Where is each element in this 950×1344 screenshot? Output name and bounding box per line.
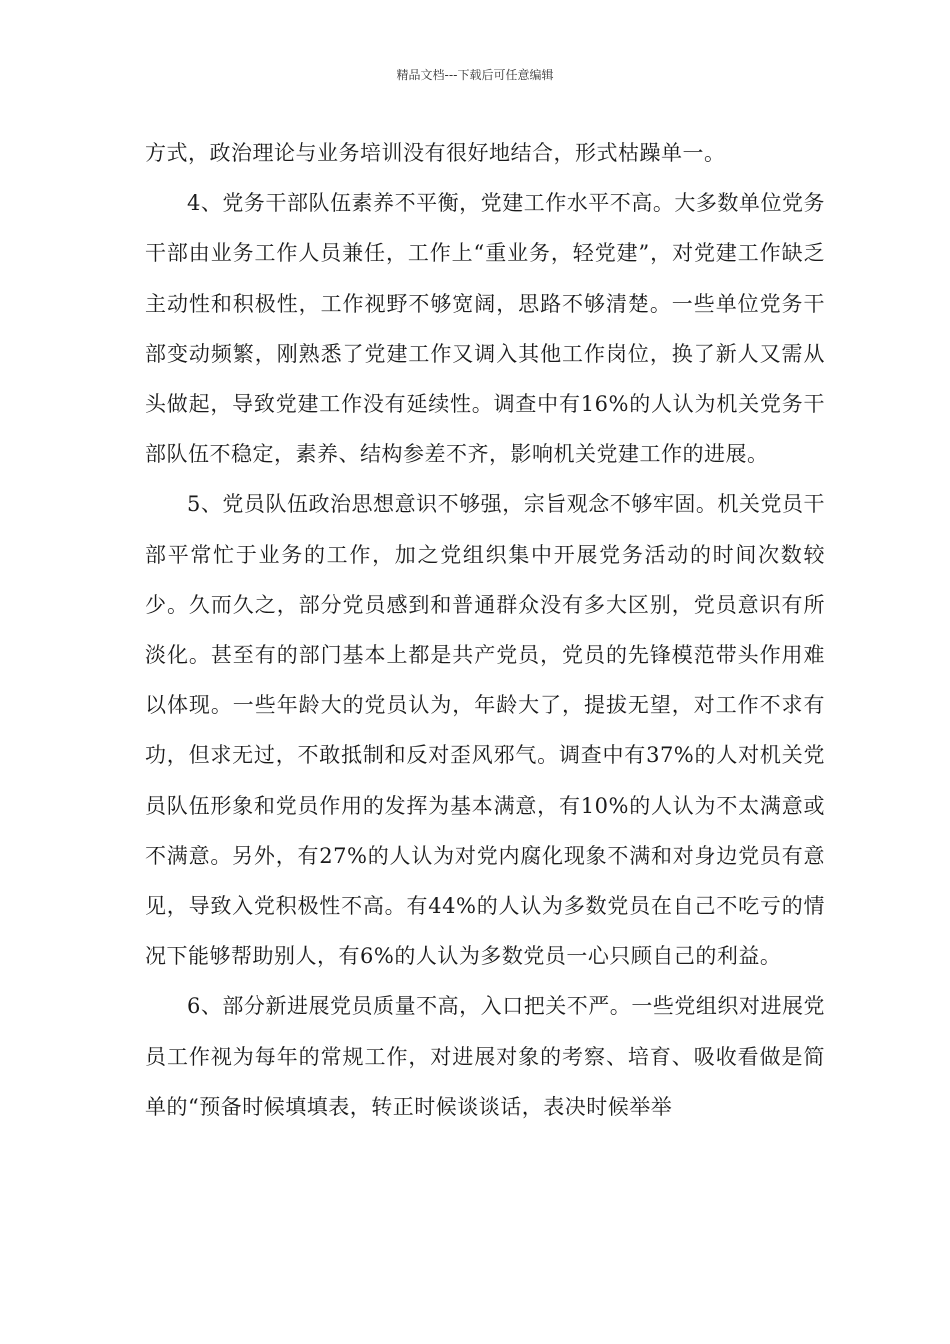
paragraph-item-5: 5、党员队伍政治思想意识不够强，宗旨观念不够牢固。机关党员干部平常忙于业务的工作，加之党组织集中开展党务活动的时间次数较少。久而久之，部分党员感到和普通群众没有多大区别，党员意识有所淡化。甚至有的部门基本上都是共产党员，党员的先锋模范带头作用难以体现。一些年龄大的党员认为，年龄大了，提拔无望，对工作不求有功，但求无过，不敢抵制和反对歪风邪气。调查中有37%的人对机关党员队伍形象和党员作用的发挥为基本满意，有10%的人认为不太满意或不满意。另外，有27%的人认为对党内腐化现象不满和对身边党员有意见，导致入党积极性不高。有44%的人认为多数党员在自己不吃亏的情况下能够帮助别人，有6%的人认为多数党员一心只顾自己的利益。 (145, 492, 825, 969)
paragraph-continuation: 方式，政治理论与业务培训没有很好地结合，形式枯躁单一。 (145, 141, 726, 165)
paragraph-item-4: 4、党务干部队伍素养不平衡，党建工作水平不高。大多数单位党务干部由业务工作人员兼任，工作上“重业务，轻党建”，对党建工作缺乏主动性和积极性，工作视野不够宽阔，思路不够清楚。一些单位党务干部变动频繁，刚熟悉了党建工作又调入其他工作岗位，换了新人又需从头做起，导致党建工作没有延续性。调查中有16%的人认为机关党务干部队伍不稳定，素养、结构参差不齐，影响机关党建工作的进展。 (145, 191, 825, 467)
document-body (145, 128, 825, 1132)
page-header: 精品文档---下载后可任意编辑 (396, 68, 554, 82)
paragraph-item-6: 6、部分新进展党员质量不高，入口把关不严。一些党组织对进展党员工作视为每年的常规工作，对进展对象的考察、培育、吸收看做是简单的“预备时候填填表，转正时候谈谈话，表决时候举举 (145, 994, 825, 1119)
